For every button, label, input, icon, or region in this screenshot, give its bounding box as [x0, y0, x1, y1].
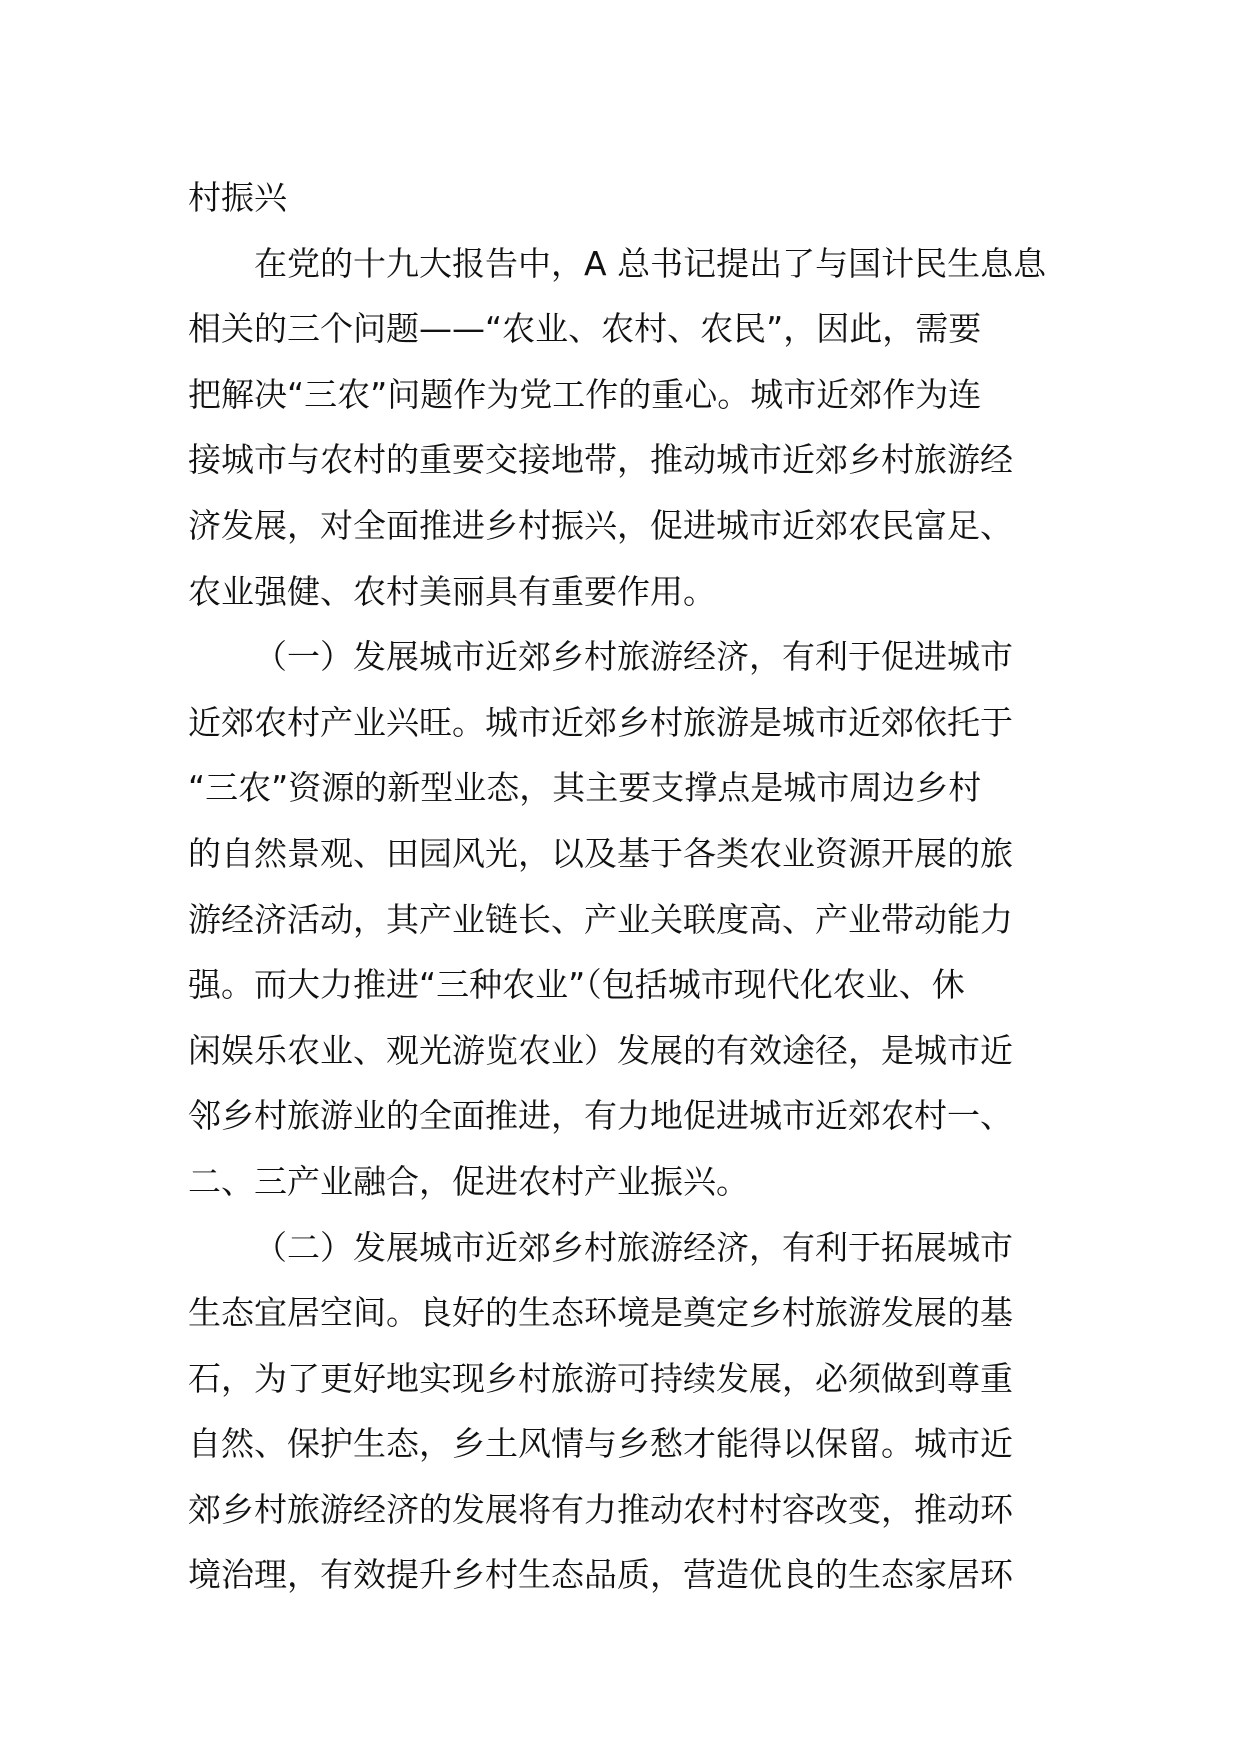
- text-line: 闲娱乐农业、观光游览农业）发展的有效途径，是城市近: [188, 1030, 1013, 1070]
- text-line: 强。而大力推进“三种农业”（包括城市现代化农业、休: [188, 965, 965, 1005]
- text-line: 自然、保护生态，乡土风情与乡愁才能得以保留。城市近: [188, 1424, 1013, 1464]
- body-text: [188, 165, 1058, 1608]
- text-line: 境治理，有效提升乡村生态品质，营造优良的生态家居环: [188, 1555, 1013, 1595]
- text-line: 游经济活动，其产业链长、产业关联度高、产业带动能力: [188, 899, 1013, 939]
- text-line: 郊乡村旅游经济的发展将有力推动农村村容改变，推动环: [188, 1489, 1013, 1529]
- text-line: “三农”资源的新型业态，其主要支撑点是城市周边乡村: [188, 768, 982, 808]
- text-line: 济发展，对全面推进乡村振兴，促进城市近郊农民富足、: [188, 505, 1013, 545]
- text-line: 把解决“三农”问题作为党工作的重心。城市近郊作为连: [188, 374, 982, 414]
- text-line: 的自然景观、田园风光，以及基于各类农业资源开展的旅: [188, 833, 1013, 873]
- text-line: （二）发展城市近郊乡村旅游经济，有利于拓展城市: [254, 1227, 1013, 1267]
- text-line: 农业强健、农村美丽具有重要作用。: [188, 571, 716, 611]
- text-line: 近郊农村产业兴旺。城市近郊乡村旅游是城市近郊依托于: [188, 702, 1013, 742]
- text-line: 邻乡村旅游业的全面推进，有力地促进城市近郊农村一、: [188, 1096, 1013, 1136]
- text-line: 石，为了更好地实现乡村旅游可持续发展，必须做到尊重: [188, 1358, 1013, 1398]
- text-line: 二、三产业融合，促进农村产业振兴。: [188, 1161, 749, 1201]
- text-line: 相关的三个问题——“农业、农村、农民”，因此，需要: [188, 309, 982, 349]
- text-line: 村振兴: [188, 178, 287, 217]
- text-line: （一）发展城市近郊乡村旅游经济，有利于促进城市: [254, 637, 1013, 677]
- text-line: 在党的十九大报告中，A 总书记提出了与国计民生息息: [254, 243, 1047, 283]
- text-line: 生态宜居空间。良好的生态环境是奠定乡村旅游发展的基: [188, 1293, 1013, 1333]
- text-line: 接城市与农村的重要交接地带，推动城市近郊乡村旅游经: [188, 440, 1013, 480]
